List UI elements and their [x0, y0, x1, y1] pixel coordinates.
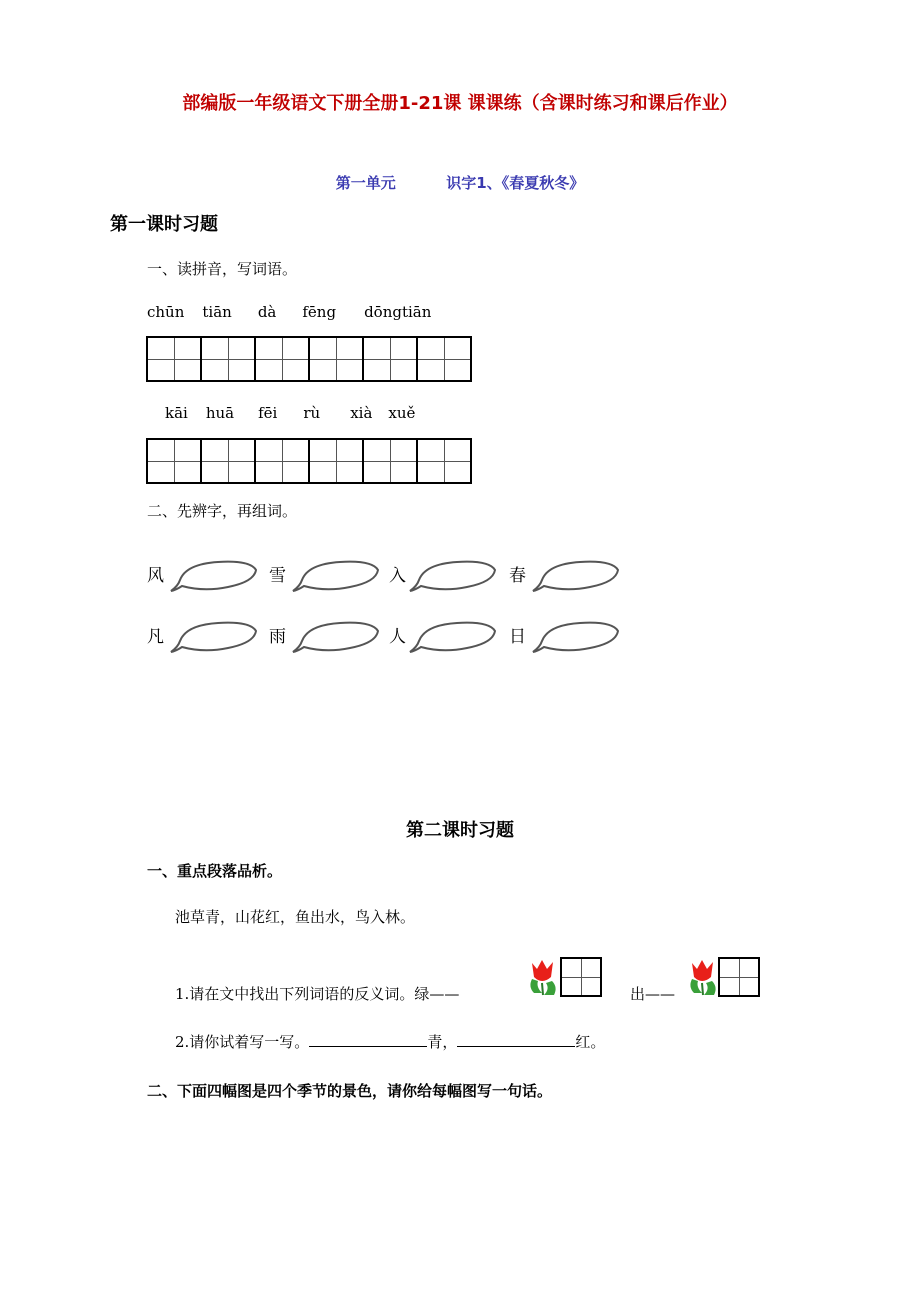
lesson2-q1-label: 一、重点段落品析。 [147, 862, 283, 880]
pinyin: xuě [388, 404, 416, 422]
grid-cell[interactable] [310, 440, 364, 482]
grid-cell[interactable] [364, 338, 418, 380]
char: 人 [389, 627, 406, 647]
pinyin: tiān [202, 303, 232, 321]
grid-cell[interactable] [418, 440, 470, 482]
leaf-answer-box[interactable] [407, 617, 499, 655]
unit-name: 第一单元 [335, 174, 396, 192]
pinyin: rù [303, 404, 321, 422]
passage: 池草青，山花红，鱼出水，鸟入林。 [175, 908, 416, 926]
leaf-answer-box[interactable] [168, 617, 260, 655]
pinyin-row-1 [147, 303, 431, 321]
grid-cell[interactable] [720, 959, 758, 995]
pinyin: fēng [302, 303, 337, 321]
pinyin: dà [257, 303, 277, 321]
leaf-answer-box[interactable] [530, 556, 622, 594]
pinyin-row-2 [165, 404, 415, 422]
item2-word1: 青， [427, 1033, 458, 1051]
grid-cell[interactable] [562, 959, 600, 995]
leaf-answer-box[interactable] [168, 556, 260, 594]
document-title: 部编版一年级语文下册全册1-21课 课课练（含课时练习和课后作业） [182, 93, 738, 114]
grid-cell[interactable] [310, 338, 364, 380]
lesson1-q1-label: 一、读拼音，写词语。 [147, 260, 298, 278]
writing-grid-2[interactable] [146, 438, 472, 484]
leaf-answer-box[interactable] [530, 617, 622, 655]
lesson2-heading: 第二课时习题 [406, 820, 514, 841]
pinyin: kāi [165, 404, 188, 422]
tulip-icon [524, 957, 562, 997]
answer-blank[interactable] [457, 1032, 575, 1047]
pinyin: fēi [258, 404, 278, 422]
item1-second: 出—— [630, 985, 676, 1003]
item2-word2: 红。 [575, 1033, 606, 1051]
leaf-answer-box[interactable] [407, 556, 499, 594]
tulip-icon [684, 957, 722, 997]
item1-text: 1.请在文中找出下列词语的反义词。绿—— [175, 985, 460, 1003]
pinyin: tiān [401, 303, 432, 321]
grid-cell[interactable] [256, 338, 310, 380]
leaf-answer-box[interactable] [290, 617, 382, 655]
pinyin: xià [350, 404, 373, 422]
answer-grid-1[interactable] [560, 957, 602, 997]
grid-cell[interactable] [148, 440, 202, 482]
pinyin: chūn [147, 303, 185, 321]
pinyin: dōng [364, 303, 402, 321]
answer-grid-2[interactable] [718, 957, 760, 997]
item2 [175, 1031, 605, 1052]
item2-prompt: 2.请你试着写一写。 [175, 1033, 310, 1051]
char: 雪 [269, 566, 286, 586]
char: 风 [147, 566, 164, 586]
leaf-answer-box[interactable] [290, 556, 382, 594]
grid-cell[interactable] [364, 440, 418, 482]
grid-cell[interactable] [148, 338, 202, 380]
lesson1-q2-label: 二、先辨字，再组词。 [147, 502, 298, 520]
pinyin: huā [205, 404, 235, 422]
writing-grid-1[interactable] [146, 336, 472, 382]
grid-cell[interactable] [202, 338, 256, 380]
char: 春 [509, 566, 526, 586]
unit-heading [0, 172, 920, 193]
lesson1-heading: 第一课时习题 [110, 214, 218, 235]
char: 日 [509, 627, 526, 647]
char: 入 [389, 566, 406, 586]
answer-blank[interactable] [309, 1032, 427, 1047]
char: 凡 [147, 627, 164, 647]
char: 雨 [269, 627, 286, 647]
grid-cell[interactable] [202, 440, 256, 482]
lesson2-q2-label: 二、下面四幅图是四个季节的景色，请你给每幅图写一句话。 [147, 1082, 553, 1100]
lesson-name: 识字1、《春夏秋冬》 [446, 174, 585, 192]
grid-cell[interactable] [418, 338, 470, 380]
grid-cell[interactable] [256, 440, 310, 482]
